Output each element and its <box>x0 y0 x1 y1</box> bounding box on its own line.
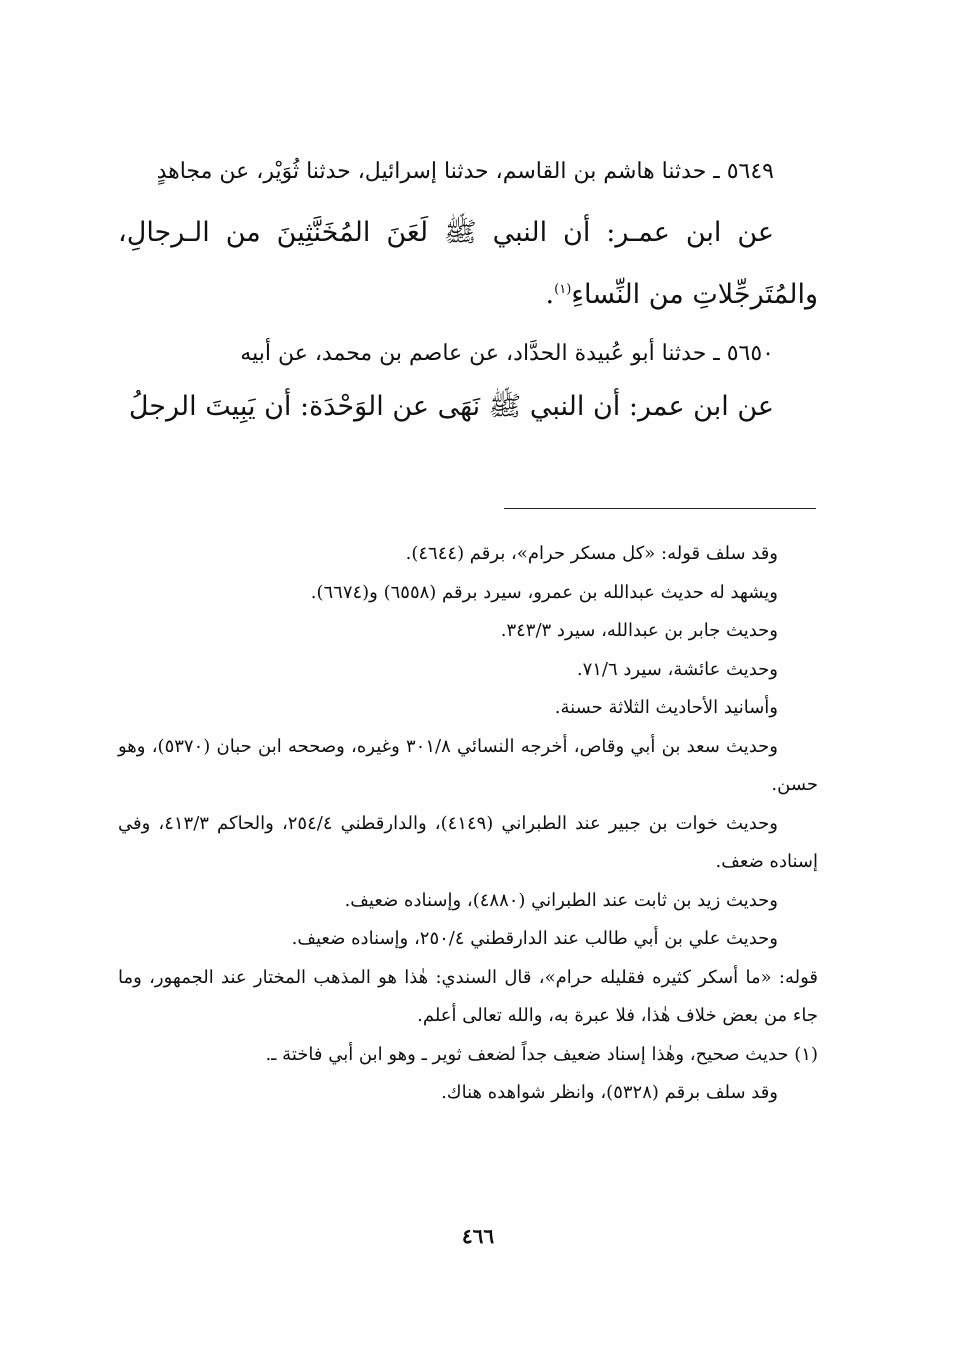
footnote-line: وحديث جابر بن عبدالله، سيرد ٣٤٣/٣. <box>500 620 778 641</box>
footnote-line: ويشهد له حديث عبدالله بن عمرو، سيرد برقم (٦٥٥٨) و(٦٦٧٤). <box>310 581 778 603</box>
footnote-line: وحديث علي بن أبي طالب عند الدارقطني ٢٥٠/٤، وإسناده ضعيف. <box>291 928 778 949</box>
page-number: ٤٦٦ <box>461 1224 495 1248</box>
hadith-5649-matn-text: عن ابن عمـر: أن النبي ﷺ لَعَنَ المُخَنَّثِينَ من الـرجالِ، والمُتَرجِّلاتِ من النِّساءِ <box>118 217 818 310</box>
footnote-line: وحديث سعد بن أبي وقاص، أخرجه النسائي ٣٠١/٨ وغيره، وصححه ابن حبان (٥٣٧٠)، وهو حسن. <box>118 735 818 795</box>
main-text-block <box>118 150 818 438</box>
footnotes-block <box>118 535 818 1113</box>
footnote-line: قوله: «ما أسكر كثيره فقليله حرام»، قال السندي: هٰذا هو المذهب المختار عند الجمهور، وما جاء من بعض خلاف هٰذا، فلا عبرة به، والله تعالى أعلم. <box>118 966 818 1026</box>
footnote-line: وأسانيد الأحاديث الثلاثة حسنة. <box>554 697 778 718</box>
hadith-5649-isnad: ٥٦٤٩ ـ حدثنا هاشم بن القاسم، حدثنا إسرائيل، حدثنا ثُوَيْر، عن مجاهدٍ <box>156 159 774 184</box>
hadith-5650-isnad: ٥٦٥٠ ـ حدثنا أبو عُبيدة الحدَّاد، عن عاصم بن محمد، عن أبيه <box>240 341 774 366</box>
footnote-line: وقد سلف قوله: «كل مسكر حرام»، برقم (٤٦٤٤). <box>405 543 778 564</box>
footnote-line: وقد سلف برقم (٥٣٢٨)، وانظر شواهده هناك. <box>441 1082 778 1103</box>
footnote-line: وحديث زيد بن ثابت عند الطبراني (٤٨٨٠)، وإسناده ضعيف. <box>344 889 778 911</box>
hadith-5650-matn: عن ابن عمر: أن النبي ﷺ نَهَى عن الوَحْدَة: أن يَبِيتَ الرجلُ <box>128 391 774 422</box>
hadith-5649-matn: عن ابن عمـر: أن النبي ﷺ لَعَنَ المُخَنَّثِينَ من الـرجالِ، والمُتَرجِّلاتِ من النِّساءِ$^{(١)}$. <box>118 217 818 310</box>
footnote-line: وحديث خوات بن جبير عند الطبراني (٤١٤٩)، والدارقطني ٢٥٤/٤، والحاكم ٤١٣/٣، وفي إسناده ضعف. <box>118 812 818 872</box>
footnote-reference[interactable]: (١) <box>554 282 572 297</box>
footnote-divider <box>504 508 816 509</box>
footnote-line: وحديث عائشة، سيرد ٧١/٦. <box>576 658 778 680</box>
footnote-line: (١) حديث صحيح، وهٰذا إسناد ضعيف جداً لضعف ثوير ـ وهو ابن أبي فاختة ـ. <box>265 1043 818 1065</box>
